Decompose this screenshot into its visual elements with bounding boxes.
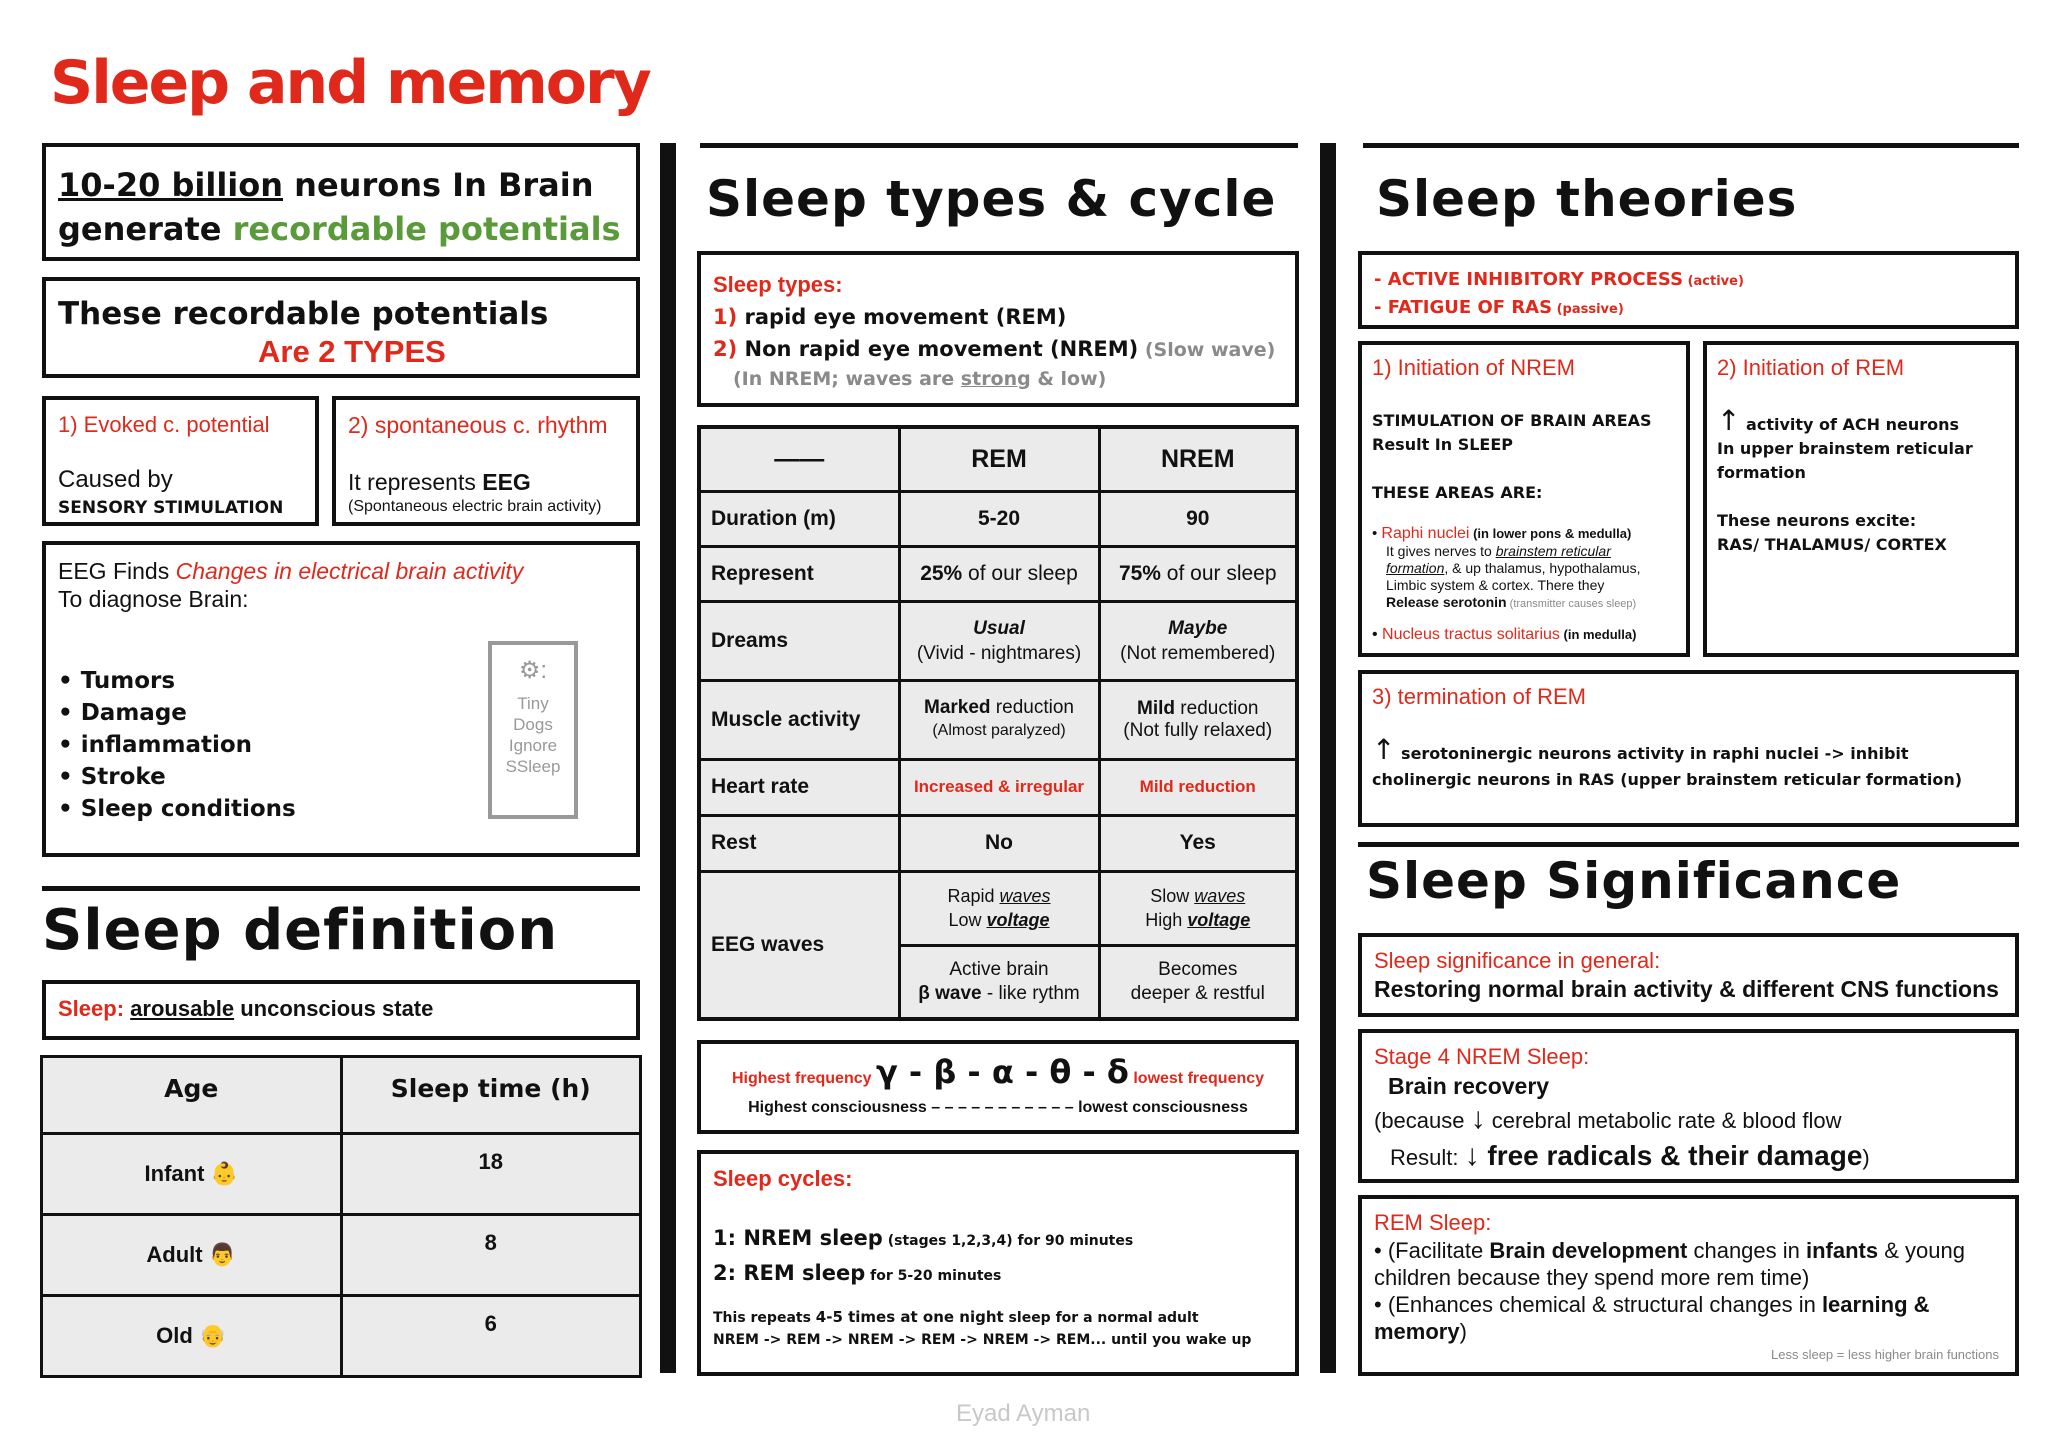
theory-note: (passive) [1552, 302, 1624, 317]
nrem-stimulation: STIMULATION OF BRAIN AREAS [1372, 411, 1652, 430]
neurons-excite: These neurons excite: [1717, 511, 1917, 530]
release-serotonin: Release serotonin [1386, 594, 1507, 610]
table-row [42, 1215, 641, 1296]
row-label: Duration (m) [699, 491, 899, 546]
cycle-sequence: NREM -> REM -> NREM -> REM -> NREM -> REM... until you wake up [713, 1332, 1252, 1348]
nrem-note-b: & low) [1030, 368, 1107, 390]
cycle-step-note: (stages 1,2,3,4) [882, 1233, 1013, 1249]
nrem-note-strong: strong [960, 368, 1031, 390]
up-arrow-icon: ↑ [1372, 733, 1396, 766]
cycle-repeat: This repeats [713, 1310, 816, 1326]
brain-recovery: Brain recovery [1388, 1073, 1550, 1099]
cycle-step: 1: NREM sleep [713, 1226, 883, 1250]
definition-rest: unconscious state [234, 996, 434, 1021]
row-label: EEG waves [699, 871, 899, 1019]
stage4-box [1358, 1029, 2019, 1183]
learning-memory: learning & memory [1374, 1292, 1930, 1344]
nrem-note-a: (In NREM; waves are [733, 368, 961, 390]
eeg-diagnose: To diagnose Brain: [58, 586, 249, 612]
sleep-types-label: Sleep types: [713, 272, 843, 297]
sleep-cycles-label: Sleep cycles: [713, 1166, 853, 1191]
potential-types-line2: Are 2 TYPES [258, 334, 446, 369]
eeg-finds: EEG Finds [58, 558, 176, 584]
rem-cell: 5-20 [899, 491, 1099, 546]
row-label: Rest [699, 815, 899, 871]
mnemonic-word: Ignore [508, 736, 558, 755]
down-arrow-icon: ↓ [1470, 1102, 1486, 1135]
raphe-desc: It gives nerves to [1386, 543, 1496, 559]
potential-types-box [42, 277, 640, 378]
table-row [699, 815, 1297, 871]
raphe-note: (in lower pons & medulla) [1469, 526, 1632, 541]
nrem-cell: Slow waves High voltage [1099, 871, 1297, 945]
type-number: 2) [713, 337, 738, 361]
table-row [699, 491, 1297, 546]
spontaneous-title: 2) spontaneous c. rhythm [348, 412, 608, 438]
man-icon: 👨 [208, 1242, 237, 1267]
eeg-item: • inflammation [58, 732, 253, 758]
greek-waves: γ - β - α - θ - δ [875, 1053, 1129, 1091]
rem-header: REM [899, 427, 1099, 491]
stage4-metabolic: cerebral metabolic rate & blood flow [1485, 1108, 1842, 1133]
nrem-header: NREM [1099, 427, 1297, 491]
spontaneous-note: (Spontaneous electric brain activity) [348, 498, 602, 515]
mnemonic-box [488, 641, 578, 819]
dash-line: – – – – – – – – – – – [931, 1099, 1074, 1116]
table-row [699, 601, 1297, 680]
table-row [42, 1296, 641, 1377]
sleep-definition-title: Sleep definition [42, 898, 559, 963]
neurons-generate: generate [58, 210, 233, 248]
neurons-box [42, 143, 640, 261]
highest-consciousness: Highest consciousness [748, 1099, 927, 1116]
hours-cell: 18 [341, 1134, 641, 1215]
eeg-item: • Tumors [58, 668, 176, 694]
definition-box [42, 980, 640, 1040]
theory-note: (active) [1683, 274, 1744, 289]
brain-development: Brain development [1489, 1238, 1688, 1263]
rem-sleep-b1: (Facilitate [1387, 1238, 1490, 1263]
age-cell: Adult [146, 1242, 203, 1267]
ras-thalamus-cortex: RAS/ THALAMUS/ CORTEX [1717, 535, 1947, 554]
rem-cell: 25% of our sleep [899, 546, 1099, 601]
rem-termination-line2: cholinergic neurons in RAS (upper brainstem reticular formation) [1372, 770, 1963, 789]
corner-cell: —— [699, 427, 899, 491]
significance-general-text: Restoring normal brain activity & different CNS functions [1374, 976, 1999, 1002]
sleep-time-header: Sleep time (h) [341, 1057, 641, 1134]
ach-activity: activity of ACH neurons [1740, 415, 1960, 434]
rem-cell: Active brain β wave - like rythm [899, 945, 1099, 1019]
rem-initiation-box [1703, 341, 2019, 657]
rem-sleep-b2: (Enhances chemical & structural changes in [1387, 1292, 1822, 1317]
mnemonic-word: SSleep [505, 757, 561, 776]
age-cell: Old [156, 1323, 193, 1348]
eeg-box [42, 541, 640, 857]
highest-frequency-label: Highest frequency [731, 1070, 872, 1087]
table-row [699, 546, 1297, 601]
old-man-icon: 👴 [198, 1323, 227, 1348]
raphe-desc-underline: brainstem reticular formation [1386, 543, 1611, 576]
age-header: Age [42, 1057, 342, 1134]
column-separator [1320, 143, 1336, 1373]
type-number: 1) [713, 305, 738, 329]
row-label: Represent [699, 546, 899, 601]
type-nrem: Non rapid eye movement (NREM) [737, 337, 1139, 361]
nrem-cell: Mild reduction [1099, 759, 1297, 815]
table-row [699, 871, 1297, 945]
free-radicals: free radicals & their damage [1479, 1140, 1863, 1171]
infants: infants [1806, 1238, 1879, 1263]
nucleus-tractus: Nucleus tractus solitarius [1382, 626, 1560, 643]
lowest-consciousness: lowest consciousness [1078, 1099, 1248, 1116]
row-label: Dreams [699, 601, 899, 680]
nrem-areas: THESE AREAS ARE: [1372, 483, 1543, 502]
age-cell: Infant [144, 1161, 205, 1186]
spontaneous-represents: It represents [348, 469, 483, 495]
divider [42, 886, 640, 891]
eeg-item: • Damage [58, 700, 187, 726]
rem-cell: Marked reduction (Almost paralyzed) [899, 680, 1099, 759]
definition-label: Sleep: [58, 996, 125, 1021]
rem-termination-box [1358, 670, 2019, 827]
type-nrem-note: (Slow wave) [1138, 339, 1276, 361]
page-title: Sleep and memory [50, 48, 650, 118]
evoked-potential-box [42, 396, 319, 526]
significance-general-label: Sleep significance in general: [1374, 948, 1661, 973]
divider [1363, 143, 2019, 148]
less-sleep-note: Less sleep = less higher brain functions [1771, 1347, 1999, 1362]
divider [1358, 842, 2019, 847]
rem-nrem-table [697, 425, 1299, 1021]
type-rem: rapid eye movement (REM) [737, 305, 1067, 329]
eeg-item: • Sleep conditions [58, 796, 296, 822]
lowest-frequency-label: lowest frequency [1133, 1070, 1265, 1087]
rem-cell: Rapid waves Low voltage [899, 871, 1099, 945]
neurons-text: neurons In Brain [283, 166, 594, 204]
stage4-label: Stage 4 NREM Sleep: [1374, 1044, 1590, 1069]
table-row [699, 680, 1297, 759]
evoked-caused: Caused by [58, 466, 173, 493]
serotonin-note: (transmitter causes sleep) [1506, 598, 1637, 610]
divider [700, 143, 1298, 148]
rem-cell: Usual (Vivid - nightmares) [899, 601, 1099, 680]
nrem-result: Result In SLEEP [1372, 435, 1514, 454]
table-row [699, 759, 1297, 815]
nrem-cell: Mild reduction (Not fully relaxed) [1099, 680, 1297, 759]
sleep-significance-title: Sleep Significance [1366, 852, 1902, 910]
nrem-initiation-title: 1) Initiation of NREM [1372, 355, 1575, 380]
potential-types-line1: These recordable potentials [58, 296, 549, 332]
theory-fatigue: FATIGUE OF RAS [1387, 297, 1553, 318]
stage4-result: Result: [1390, 1145, 1465, 1170]
theory-dash: - [1374, 269, 1382, 290]
ach-location: In upper brainstem reticular formation [1717, 439, 1973, 482]
nrem-cell: 75% of our sleep [1099, 546, 1297, 601]
evoked-stimulation: SENSORY STIMULATION [58, 498, 284, 518]
table-row [42, 1134, 641, 1215]
table-header-row [42, 1057, 641, 1134]
theories-box [1358, 251, 2019, 329]
evoked-title: 1) Evoked c. potential [58, 412, 270, 437]
column-separator [660, 143, 676, 1373]
rem-initiation-title: 2) Initiation of REM [1717, 355, 1905, 380]
rem-termination-title: 3) termination of REM [1372, 684, 1586, 709]
nrem-cell: Yes [1099, 815, 1297, 871]
rem-cell: Increased & irregular [899, 759, 1099, 815]
sleep-theories-title: Sleep theories [1376, 170, 1798, 228]
table-header-row [699, 427, 1297, 491]
hours-cell: 6 [341, 1296, 641, 1377]
frequency-box [697, 1040, 1299, 1134]
rem-sleep-label: REM Sleep: [1374, 1210, 1492, 1235]
nucleus-note: (in medulla) [1559, 627, 1637, 642]
cycle-repeat-bold: 4-5 times at one night [815, 1308, 1004, 1326]
up-arrow-icon: ↑ [1717, 404, 1741, 437]
spontaneous-rhythm-box [332, 396, 640, 526]
definition-arousable: arousable [130, 996, 235, 1021]
rem-cell: No [899, 815, 1099, 871]
significance-general-box [1358, 933, 2019, 1017]
rem-termination-line1: serotoninergic neurons activity in raphi nuclei -> inhibit [1395, 744, 1909, 763]
sleep-types-title: Sleep types & cycle [706, 170, 1277, 228]
stage4-close: ) [1862, 1145, 1870, 1170]
mnemonic-word: Tiny [517, 694, 549, 713]
baby-icon: 👶 [210, 1161, 238, 1186]
sleep-cycles-box [697, 1150, 1299, 1376]
cycle-step: 2: REM sleep [713, 1261, 866, 1285]
theory-active: ACTIVE INHIBITORY PROCESS [1387, 269, 1684, 290]
nrem-cell: Maybe (Not remembered) [1099, 601, 1297, 680]
rem-sleep-b2c: ) [1459, 1319, 1467, 1344]
spontaneous-eeg: EEG [482, 469, 531, 495]
neurons-recordable: recordable potentials [232, 210, 621, 248]
eeg-item: • Stroke [58, 764, 166, 790]
sleep-types-box [697, 251, 1299, 407]
hours-cell: 8 [341, 1215, 641, 1296]
rem-sleep-b1e: & young children because they spend more rem time) [1374, 1238, 1965, 1290]
rem-sleep-box: REM Sleep: • (Facilitate Brain development changes in infants & young children because they spend more rem time) • (Enhances chemical & structural changes in learning & memory) Less sleep = less higher brain functions [1358, 1195, 2019, 1376]
stage4-because: (because [1374, 1108, 1471, 1133]
row-label: Muscle activity [699, 680, 899, 759]
gear-icon: ⚙: [518, 657, 548, 684]
cycle-step-note: for 5-20 minutes [865, 1268, 1002, 1284]
age-sleep-table [40, 1055, 642, 1378]
rem-sleep-b1c: changes in [1687, 1238, 1806, 1263]
nrem-initiation-box: 1) Initiation of NREM STIMULATION OF BRAIN AREAS Result In SLEEP THESE AREAS ARE: • Raphi nuclei (in lower pons & medulla) It gives nerves to brainstem reticular formation, & up thalamus, hypothalamus, Limbic system & cortex. There they Release serotonin (transmitter causes sleep) • Nucleus tractus solitarius (in medulla) [1358, 341, 1690, 657]
nrem-cell: Becomes deeper & restful [1099, 945, 1297, 1019]
raphe-nuclei: Raphi nuclei [1381, 525, 1470, 542]
nrem-cell: 90 [1099, 491, 1297, 546]
mnemonic-word: Dogs [513, 715, 553, 734]
cycle-step-note: for 90 minutes [1012, 1233, 1134, 1249]
neurons-count: 10-20 billion [58, 166, 284, 204]
cycle-repeat-rest: sleep for a normal adult [1003, 1310, 1199, 1326]
raphe-desc-rest: , & up thalamus, hypothalamus, Limbic system & cortex. There they [1386, 560, 1641, 593]
down-arrow-icon: ↓ [1464, 1139, 1480, 1172]
theory-dash: - [1374, 297, 1382, 318]
footer-author: Eyad Ayman [956, 1400, 1091, 1427]
eeg-changes: Changes in electrical brain activity [175, 558, 524, 584]
row-label: Heart rate [699, 759, 899, 815]
